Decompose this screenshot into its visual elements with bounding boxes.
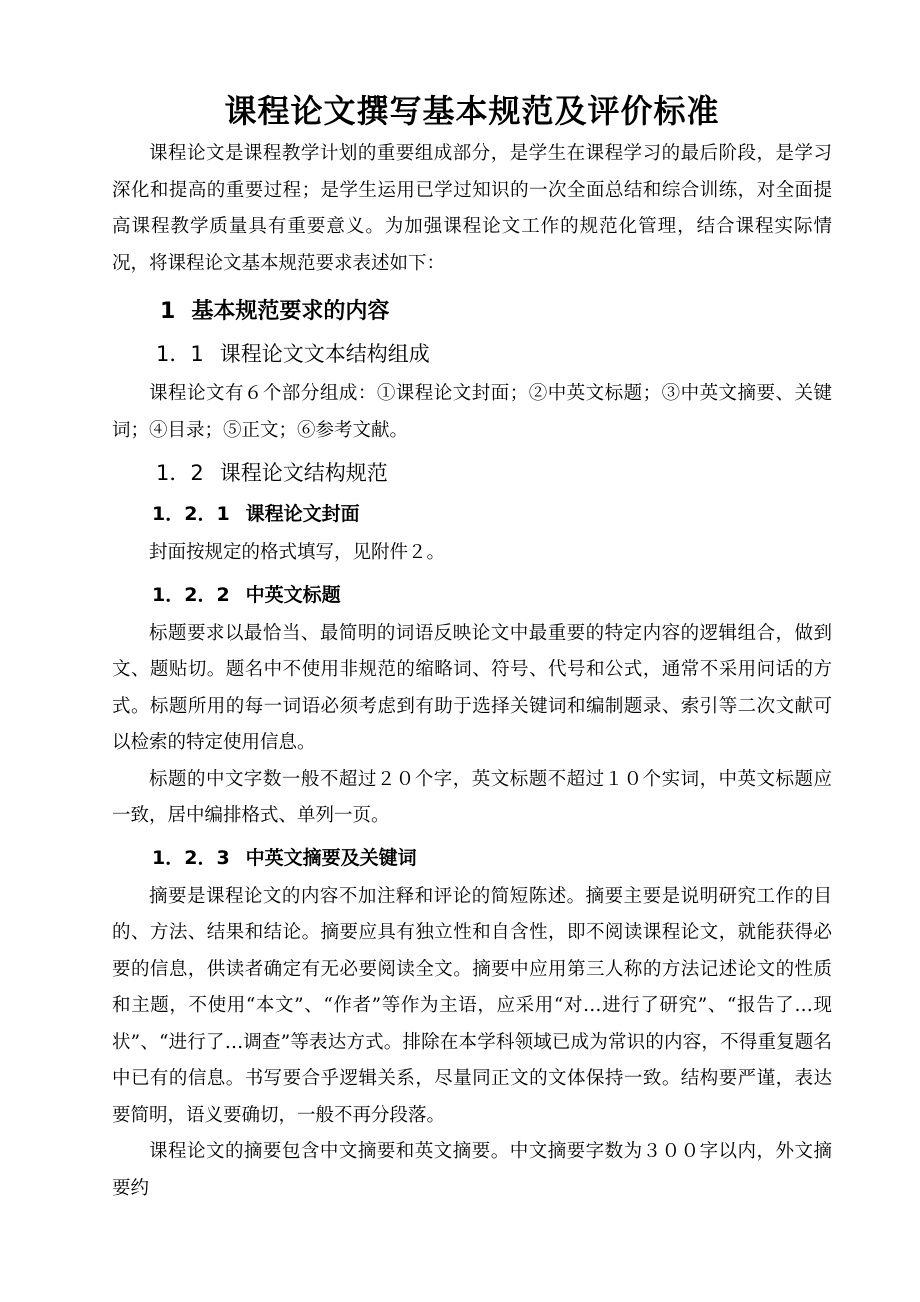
section-number: 1．2．1 [152, 503, 230, 525]
section-number: 1．2 [156, 461, 204, 485]
section-heading-1-2-2 [112, 578, 832, 612]
section-1-2-2-body-1: 标题要求以最恰当、最简明的词语反映论文中最重要的特定内容的逻辑组合，做到文、题贴切。题名中不使用非规范的缩略词、符号、代号和公式，通常不采用问话的方式。标题所用的每一词语必须考虑到有助于选择关键词和编制题录、索引等二次文献可以检索的特定使用信息。 [112, 622, 832, 753]
section-1-1-body: 课程论文有６个部分组成：①课程论文封面；②中英文标题；③中英文摘要、关键词；④目录；⑤正文；⑥参考文献。 [112, 383, 832, 441]
section-title: 中英文标题 [245, 583, 341, 606]
intro-paragraph: 课程论文是课程教学计划的重要组成部分，是学生在课程学习的最后阶段，是学习深化和提高的重要过程；是学生运用已学过知识的一次全面总结和综合训练，对全面提高课程教学质量具有重要意义。为加强课程论文工作的规范化管理，结合课程实际情况，将课程论文基本规范要求表述如下： [112, 143, 832, 274]
section-title: 课程论文文本结构组成 [219, 342, 430, 366]
section-1-2-3-body-2: 课程论文的摘要包含中文摘要和英文摘要。中文摘要字数为３００字以内，外文摘要约 [112, 1141, 832, 1199]
section-1-2-1-body: 封面按规定的格式填写，见附件２。 [149, 542, 446, 563]
section-title: 基本规范要求的内容 [191, 299, 390, 324]
section-title: 课程论文封面 [245, 503, 360, 525]
document-page [112, 86, 832, 1207]
section-heading-1-1 [112, 336, 832, 372]
section-number: 1．2．3 [152, 846, 230, 869]
section-number: 1．2．2 [152, 583, 230, 606]
section-heading-1 [112, 294, 832, 330]
document-title: 课程论文撰写基本规范及评价标准 [224, 92, 720, 130]
section-title: 课程论文结构规范 [219, 461, 388, 485]
section-number: 1．1 [156, 342, 204, 366]
section-number: 1 [160, 299, 176, 324]
section-heading-1-2-1 [112, 497, 832, 531]
section-1-2-2-body-2: 标题的中文字数一般不超过２０个字，英文标题不超过１０个实词，中英文标题应一致，居中编排格式、单列一页。 [112, 768, 832, 826]
section-title: 中英文摘要及关键词 [245, 846, 417, 869]
section-heading-1-2 [112, 455, 832, 491]
section-heading-1-2-3 [112, 841, 832, 875]
section-1-2-3-body-1: 摘要是课程论文的内容不加注释和评论的简短陈述。摘要主要是说明研究工作的目的、方法、结果和结论。摘要应具有独立性和自含性，即不阅读课程论文，就能获得必要的信息，供读者确定有无必要阅读全文。摘要中应用第三人称的方法记述论文的性质和主题，不使用“本文”、“作者”等作为主语，应采用“对…进行了研究”、“报告了…现状”、“进行了…调查”等表达方式。排除在本学科领域已成为常识的内容，不得重复题名中已有的信息。书写要合乎逻辑关系，尽量同正文的文体保持一致。结构要严谨，表达要简明，语义要确切，一般不再分段落。 [112, 885, 832, 1126]
